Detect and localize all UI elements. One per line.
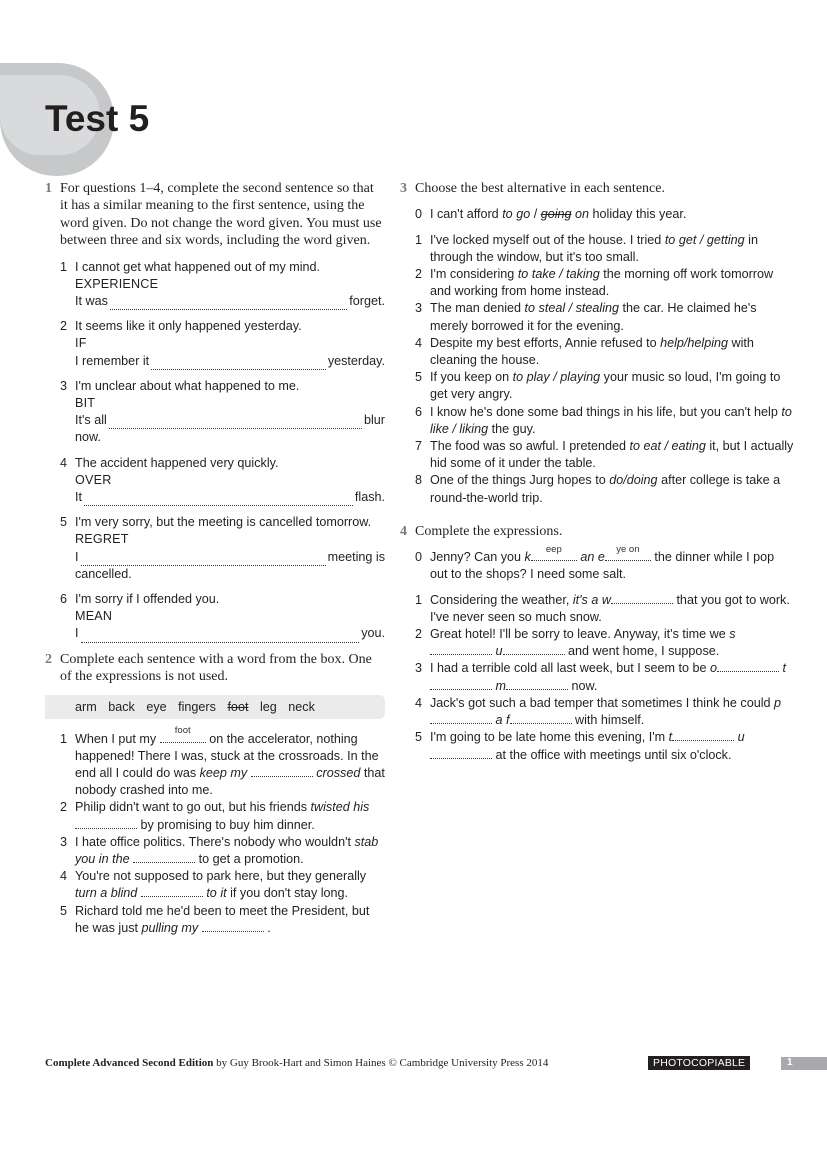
answer-gap[interactable] — [510, 713, 572, 724]
answer-line[interactable]: I remember it yesterday. — [75, 353, 385, 370]
q2-item-4: 4 You're not supposed to park here, but they generally turn a blind to it if you don't stay long. — [60, 869, 367, 901]
alternatives[interactable]: to play / playing — [512, 370, 601, 385]
box-word: arm — [75, 699, 97, 714]
key-word: BIT — [75, 396, 96, 411]
q1-item-6: 6 I'm sorry if I offended you. MEAN I you. — [45, 591, 385, 643]
q3-item-7: 7 The food was so awful. I pretended to eat / eating it, but I actually hid some of it under the table. — [415, 439, 794, 471]
q1-item-1: 1 I cannot get what happened out of my mind. EXPERIENCE It was forget. — [45, 259, 385, 311]
original-sentence: I'm unclear about what happened to me. — [75, 378, 300, 393]
answer-line[interactable]: I meeting is — [75, 549, 385, 566]
key-word: OVER — [75, 472, 112, 487]
answer-gap[interactable] — [506, 679, 568, 690]
box-word: back — [108, 699, 135, 714]
right-column — [400, 180, 795, 764]
answer-gap[interactable] — [141, 886, 203, 897]
q4-item-3: 3 I had a terrible cold all last week, but I seem to be o t m now. — [415, 661, 787, 693]
q2-items — [45, 725, 385, 937]
q2-instruction: 2 Complete each sentence with a word from the box. One of the expressions is not used. — [45, 651, 372, 685]
answer-gap[interactable] — [430, 748, 492, 759]
alternatives[interactable]: to like / liking — [430, 404, 792, 436]
left-column — [45, 180, 385, 937]
q3-item-1: 1 I've locked myself out of the house. I tried to get / getting in through the window, but it's too small. — [415, 232, 758, 264]
key-word: IF — [75, 336, 87, 351]
footer-credit: Complete Advanced Second Edition by Guy Brook-Hart and Simon Haines © Cambridge University Press 2014 — [45, 1057, 549, 1069]
word-box — [45, 695, 385, 719]
answer-line[interactable]: It's all blur — [75, 412, 385, 429]
q1-instruction: 1 For questions 1–4, complete the second sentence so that it has a similar meaning to the first sentence, using the word given. Do not change the word given. You must use between three and six words, including the word given. — [45, 181, 382, 249]
q4-item-4: 4 Jack's got such a bad temper that sometimes I think he could p a f with himself. — [415, 695, 782, 728]
answer-line[interactable]: It was forget. — [75, 293, 385, 310]
answer-gap[interactable] — [133, 852, 195, 863]
box-word: eye — [146, 699, 167, 714]
box-word: foot — [227, 699, 249, 714]
page-title: Test 5 — [45, 98, 150, 139]
answer-gap[interactable] — [251, 766, 313, 777]
box-word: fingers — [178, 699, 216, 714]
q1-item-3: 3 I'm unclear about what happened to me. BIT It's all blur now. — [60, 378, 385, 445]
q3-item-8: 8 One of the things Jurg hopes to do/doing after college is take a round-the-world trip. — [415, 473, 781, 505]
q4-example: 0 Jenny? Can you k eep an e ye on the dinner while I pop out to the shops? I need some salt. — [415, 544, 775, 582]
q3-item-5: 5 If you keep on to play / playing your music so loud, I'm going to get very angry. — [415, 370, 781, 402]
q3-item-6: 6 I know he's done some bad things in his life, but you can't help to like / liking the guy. — [415, 404, 792, 436]
q4-item-2: 2 Great hotel! I'll be sorry to leave. Anyway, it's time we s u and went home, I suppose. — [415, 627, 736, 659]
alternatives[interactable]: help/helping — [660, 335, 729, 350]
page-number: 1 — [781, 1057, 827, 1070]
answer-gap[interactable] — [430, 713, 492, 724]
q3-item-2: 2 I'm considering to take / taking the morning off work tomorrow and working from home instead. — [415, 267, 774, 299]
answer-line[interactable]: It flash. — [75, 489, 385, 506]
key-word: REGRET — [75, 532, 129, 547]
q2-item-3: 3 I hate office politics. There's nobody who wouldn't stab you in the to get a promotion. — [60, 834, 379, 866]
q3-instruction: 3 Choose the best alternative in each sentence. — [400, 181, 665, 196]
box-word: neck — [288, 699, 315, 714]
answer-gap[interactable]: foot — [160, 732, 206, 743]
answer-gap[interactable] — [672, 730, 734, 741]
answer-gap[interactable] — [202, 921, 264, 932]
photocopiable-label: PHOTOCOPIABLE — [648, 1056, 750, 1070]
q2-item-1: 1 When I put my foot on the accelerator, nothing happened! There I was, stuck at the crossroads. In the end all I could do was keep my crossed that nobody crashed into me. — [60, 725, 385, 798]
answer-gap[interactable] — [717, 661, 779, 672]
key-word: EXPERIENCE — [75, 276, 159, 291]
q3-item-4: 4 Despite my best efforts, Annie refused to help/helping with cleaning the house. — [415, 335, 754, 368]
original-sentence: I'm sorry if I offended you. — [75, 592, 220, 607]
q2-item-5: 5 Richard told me he'd been to meet the President, but he was just pulling my . — [60, 903, 370, 935]
alternatives[interactable]: to eat / eating — [629, 439, 706, 454]
q1-item-4: 4 The accident happened very quickly. OVER It flash. — [45, 455, 385, 507]
original-sentence: It seems like it only happened yesterday. — [75, 319, 302, 334]
q4-instruction: 4 Complete the expressions. — [400, 523, 563, 539]
q1-item-2: 2 It seems like it only happened yesterday. IF I remember it yesterday. — [45, 318, 385, 370]
alternatives[interactable]: to get / getting — [664, 232, 745, 247]
original-sentence: I'm very sorry, but the meeting is cancelled tomorrow. — [75, 515, 372, 530]
original-sentence: The accident happened very quickly. — [75, 455, 279, 470]
q3-example: 0 I can't afford to go / going on holiday this year. — [415, 207, 687, 222]
q4-item-1: 1 Considering the weather, it's a w that you got to work. I've never seen so much snow. — [415, 592, 790, 624]
box-word: leg — [259, 699, 277, 714]
answer-gap[interactable] — [430, 644, 492, 655]
answer-gap[interactable] — [75, 818, 137, 829]
q2-item-2: 2 Philip didn't want to go out, but his friends twisted his by promising to buy him dinner. — [60, 800, 370, 832]
answer-gap[interactable] — [611, 593, 673, 604]
original-sentence: I cannot get what happened out of my mind. — [75, 259, 321, 274]
q1-item-5: 5 I'm very sorry, but the meeting is cancelled tomorrow. REGRET I meeting is cancelled. — [60, 515, 385, 581]
alternatives[interactable]: to steal / stealing — [524, 301, 620, 316]
answer-gap[interactable] — [503, 644, 565, 655]
q4-item-5: 5 I'm going to be late home this evening, I'm t u at the office with meetings until six o'clock. — [415, 730, 745, 762]
alternatives[interactable]: to take / taking — [517, 267, 600, 282]
answer-line[interactable]: I you. — [75, 625, 385, 642]
answer-gap[interactable] — [430, 679, 492, 690]
key-word: MEAN — [75, 609, 113, 624]
q3-item-3: 3 The man denied to steal / stealing the car. He claimed he's merely borrowed it for the evening. — [415, 301, 757, 333]
alternatives[interactable]: do/doing — [609, 473, 658, 488]
